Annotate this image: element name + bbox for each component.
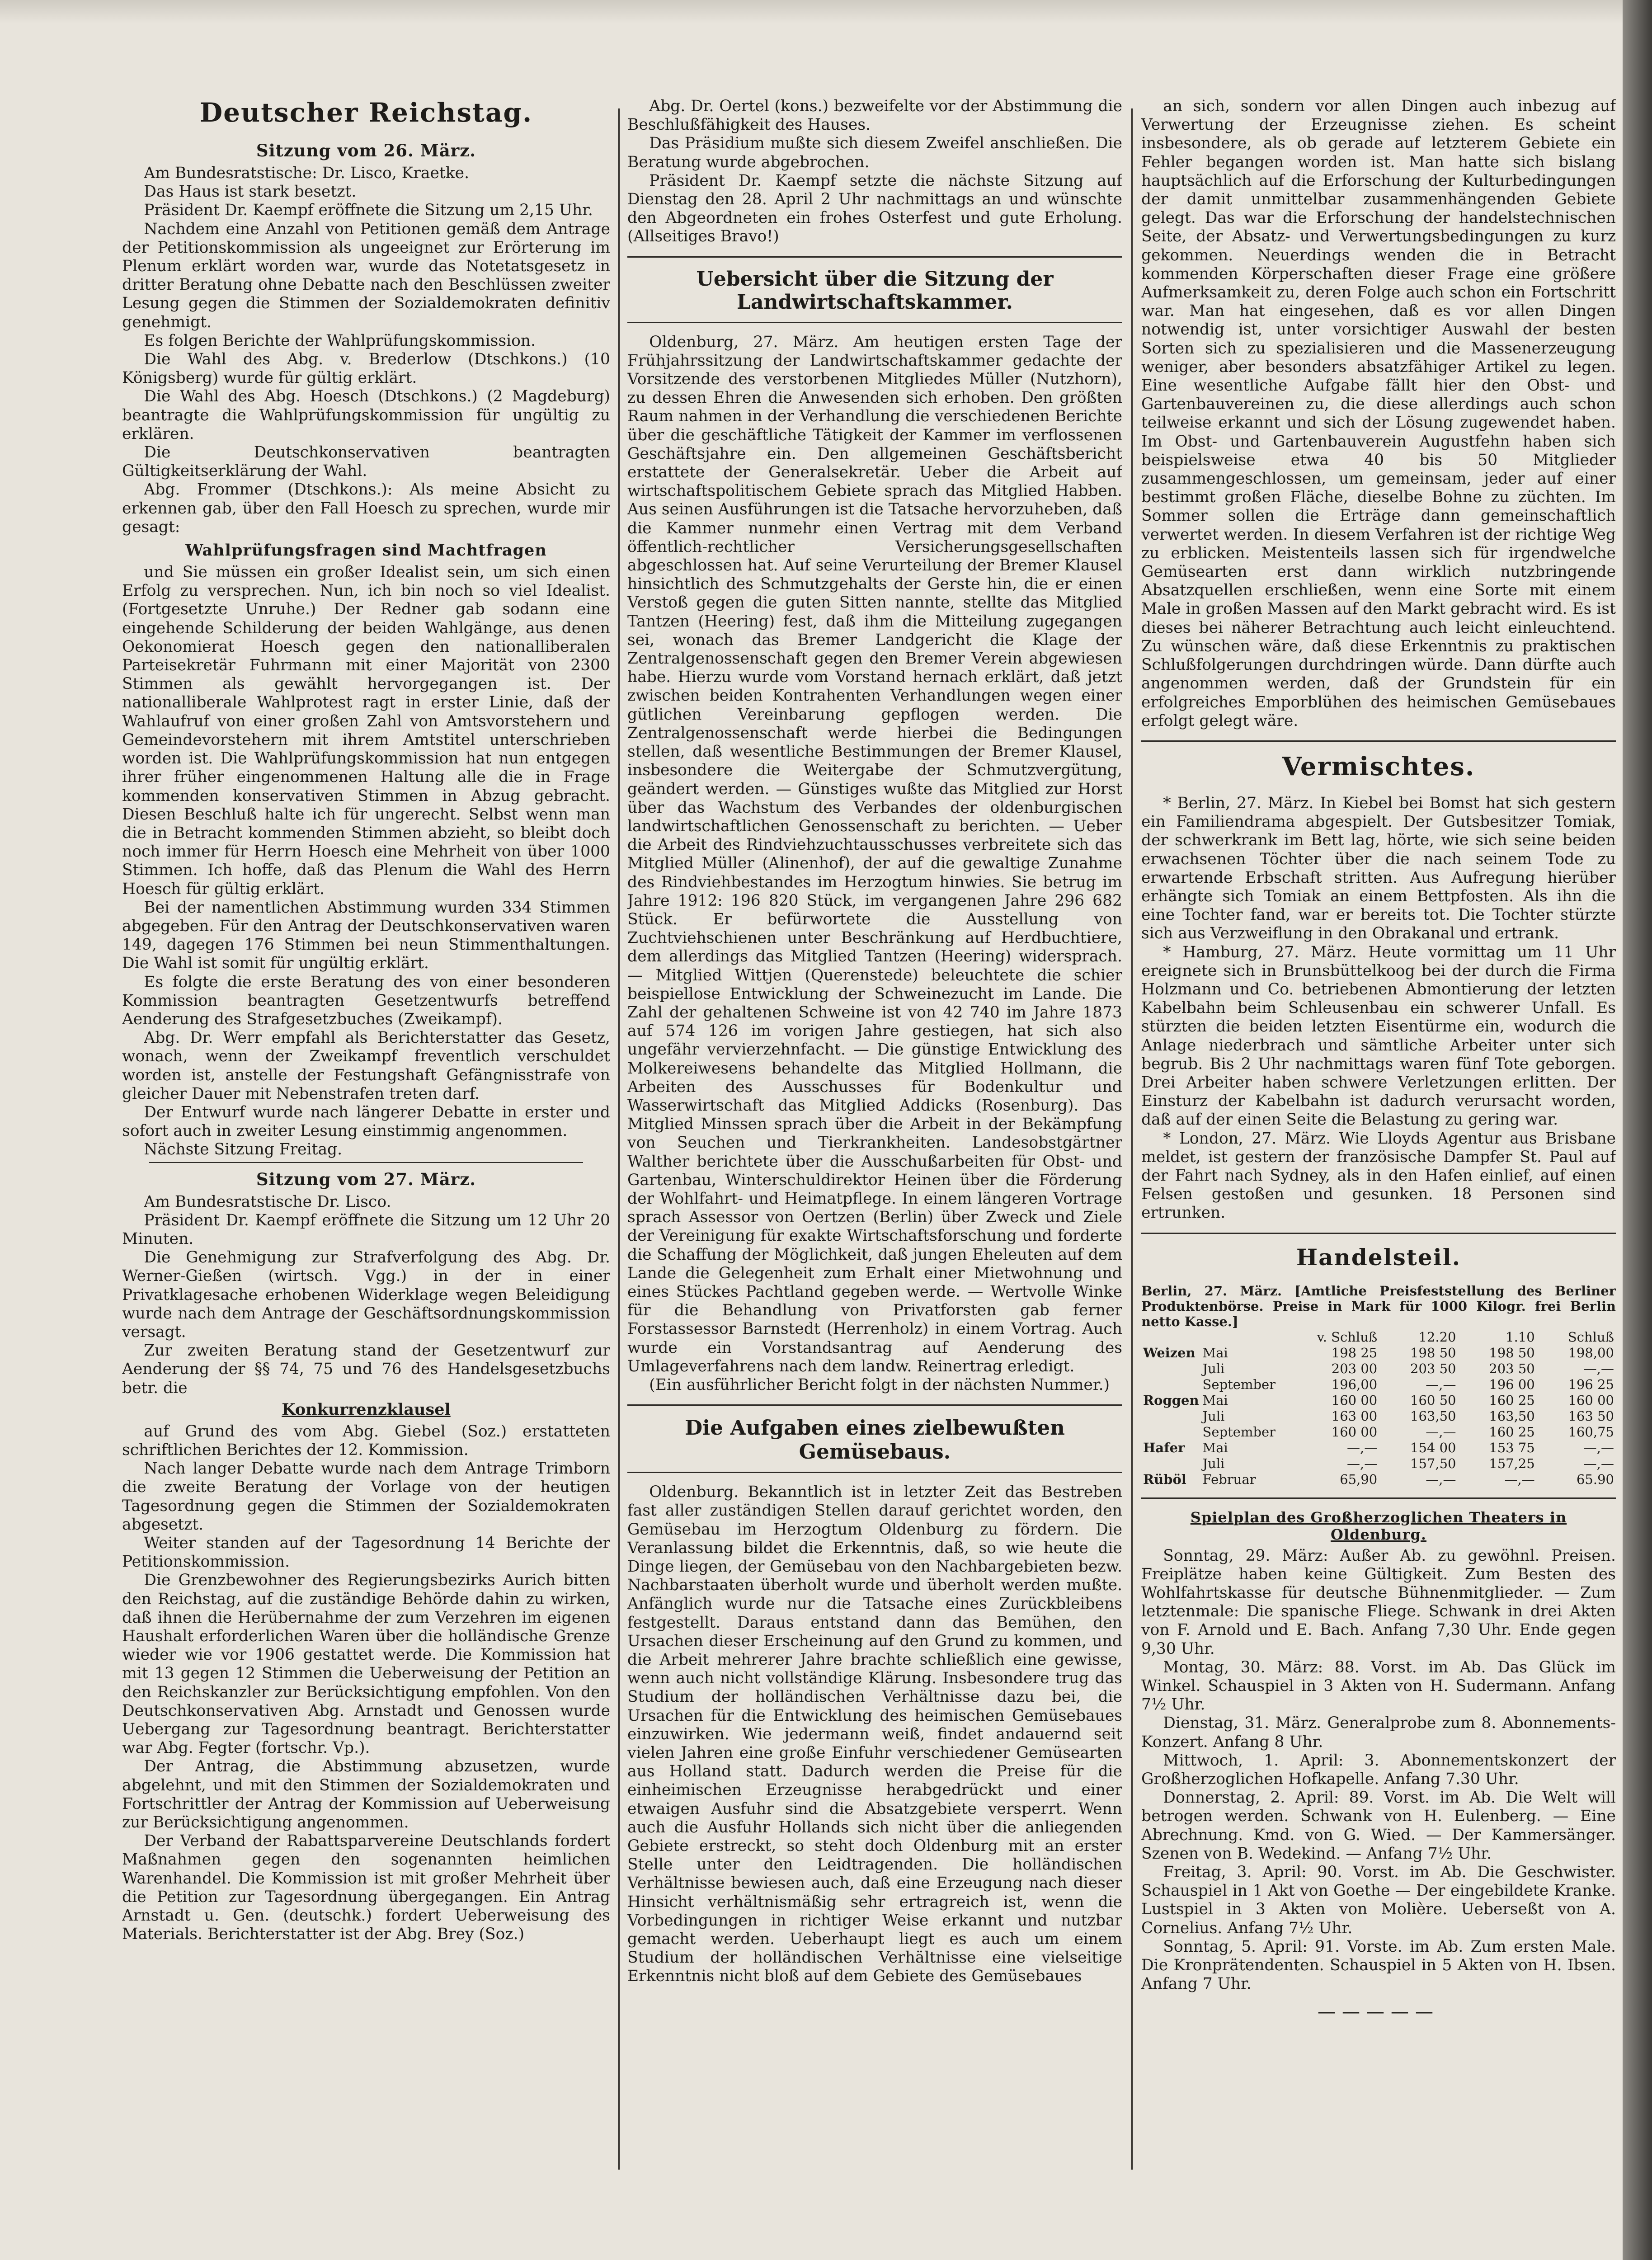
price-cell: 154 00	[1410, 1440, 1456, 1455]
price-cell: 203 00	[1331, 1361, 1378, 1376]
paragraph: Am Bundesratstische: Dr. Lisco, Kraetke.	[144, 164, 470, 182]
paragraph: Nachdem eine Anzahl von Petitionen gemäß dem Antrage der Petitionskommission als ungeeignet zur Erörterung im Plenum erklärt worden war, wurde das Notetatsgesetz in dritter Beratung ohne Debatte nach den Beschlüssen zweiter Lesung gegen die Stimmen der Sozialdemokraten definitiv genehmigt.	[122, 220, 610, 331]
price-cell	[1141, 1361, 1201, 1377]
quote-heading: Wahlprüfungsfragen sind Machtfragen	[185, 541, 547, 560]
section-divider	[1141, 1497, 1616, 1499]
column-rule-2	[1131, 108, 1133, 2170]
price-cell: —,—	[1583, 1455, 1614, 1471]
price-cell: Mai	[1202, 1392, 1228, 1408]
session-27-text	[122, 1193, 610, 1398]
paragraph: Das Haus ist stark besetzt.	[144, 183, 357, 201]
price-cell: 163,50	[1489, 1408, 1535, 1424]
price-cell: Juli	[1202, 1361, 1225, 1376]
paragraph: Oldenburg. Bekanntlich ist in letzter Zeit das Bestreben fast aller zuständigen Stellen darauf gerichtet worden, den Gemüsebau im Herzogtum Oldenburg zu fördern. Die Veranlassung bildet die Erkenntnis, daß, so wie heute die Dinge liegen, der Gemüsebau von den Nachbargebieten bezw. Nachbarstaaten überholt wurde und überholt werden mußte. Anfänglich wurde nur die Tatsache eines Zurückbleibens festgestellt. Daraus entstand dann das Bemühen, den Ursachen dieser Erscheinung auf den Grund zu kommen, und die Arbeit mehrerer Jahre brachte schließlich eine gewisse, wenn auch nicht vollständige Klärung. Insbesondere trug das Studium der holländischen Verhältnisse dazu bei, die Ursachen für die Entwicklung des heimischen Gemüsebaues einzuwirken. Wie jedermann weiß, findet andauernd seit vielen Jahren eine große Einfuhr verschiedener Gemüsearten aus Holland statt. Dadurch werden die Preise für die einheimischen Erzeugnisse herabgedrückt und einer etwaigen Ausfuhr sind die Absatzgebiete versperrt. Wenn auch die Ausfuhr Hollands sich nicht über die anliegenden Gebiete erstreckt, so steht doch Oldenburg mit an erster Stelle unter den Leidtragenden. Die holländischen Verhältnisse bewiesen auch, daß eine Erzeugung nach dieser Hinsicht verhältnismäßig sehr ertragreich ist, wenn die Vorbedingungen in richtiger Weise erkannt und nutzbar gemacht werden. Ueberhaupt liegt es auch um einem Studium der holländischen Verhältnisse eine vielseitige Erkenntnis nicht bloß auf dem Gebiete des Gemüsebaues	[627, 1483, 1122, 1986]
session-26-text	[122, 164, 610, 537]
price-cell: —,—	[1347, 1455, 1378, 1471]
paper-top-edge	[0, 0, 1627, 24]
paragraph: Das Präsidium mußte sich diesem Zweifel anschließen. Die Beratung wurde abgebrochen.	[627, 134, 1122, 171]
price-cell: 65.90	[1576, 1471, 1614, 1487]
price-cell: 153 75	[1489, 1440, 1535, 1455]
price-cell: 198 50	[1410, 1345, 1456, 1361]
grain-price-table	[1141, 1329, 1616, 1488]
table-row	[1141, 1393, 1616, 1408]
price-cell: 198 50	[1489, 1345, 1535, 1361]
price-cell: 196 25	[1568, 1376, 1614, 1392]
price-cell: —,—	[1426, 1424, 1456, 1440]
price-cell: Mai	[1202, 1345, 1228, 1361]
news-item: * Berlin, 27. März. In Kiebel bei Bomst hat sich gestern ein Familiendrama abgespielt. Der Gutsbesitzer Tomiak, der schwerkrank im Bett lag, hörte, wie sich seine beiden erwachsenen Töchter über die nach seinem Tode zu erwartende Erbschaft stritten. Aus Aufregung hierüber erhängte sich Tomiak an einem Bettpfosten. Als ihn die eine Tochter fand, war er bereits tot. Die Tochter stürzte sich aus Verzweiflung in den Obrakanal und ertrank.	[1141, 794, 1616, 943]
paragraph: Präsident Dr. Kaempf setzte die nächste Sitzung auf Dienstag den 28. April 2 Uhr nachmittags an und wünschte den Abgeordneten ein frohes Osterfest und gute Erholung. (Allseitiges Bravo!)	[627, 171, 1122, 246]
gemuesebau-text	[627, 1483, 1122, 1986]
paragraph: Die Deutschkonservativen beantragten Gültigkeitserklärung der Wahl.	[122, 443, 610, 480]
price-cell: 163 00	[1331, 1408, 1378, 1424]
price-header-cell: v. Schluß	[1317, 1329, 1378, 1345]
price-cell: 163,50	[1410, 1408, 1456, 1424]
table-row	[1141, 1456, 1616, 1472]
price-cell: 196 00	[1489, 1376, 1535, 1392]
section-divider	[1141, 740, 1616, 742]
paragraph: Abg. Dr. Oertel (kons.) bezweifelte vor der Abstimmung die Beschlußfähigkeit des Hauses.	[627, 97, 1122, 134]
konkurrenzklausel-heading: Konkurrenzklausel	[282, 1400, 451, 1419]
price-cell	[1141, 1408, 1201, 1424]
session-heading-26: Sitzung vom 26. März.	[256, 141, 476, 160]
price-cell: Februar	[1202, 1471, 1256, 1487]
price-header-cell	[1201, 1329, 1278, 1345]
paragraph: Nach langer Debatte wurde nach dem Antrage Trimborn die zweite Beratung der Vorlage von der heutigen Tagesordnung gegen die Stimmen der Sozialdemokraten abgesetzt.	[122, 1460, 610, 1534]
paragraph: Es folgen Berichte der Wahlprüfungskommission.	[144, 331, 536, 350]
section-divider	[627, 256, 1122, 258]
paragraph: Präsident Dr. Kaempf eröffnete die Sitzung um 2,15 Uhr.	[144, 201, 593, 220]
table-row	[1141, 1472, 1616, 1488]
theater-schedule	[1141, 1547, 1616, 1994]
price-cell: 160 50	[1410, 1392, 1456, 1408]
paragraph: Oldenburg, 27. März. Am heutigen ersten Tage der Frühjahrssitzung der Landwirtschaftskammer gedachte der Vorsitzende des verstorbenen Mitgliedes Müller (Nutzhorn), zu dessen Ehren die Anwesenden sich erhoben. Den größten Raum nahmen in der Verhandlung die verschiedenen Berichte über die geschäftliche Tätigkeit der Kammer im verflossenen Geschäftsjahre ein. Den allgemeinen Geschäftsbericht erstattete der Generalsekretär. Ueber die Arbeit auf wirtschaftspolitischem Gebiete sprach das Mitglied Habben. Aus seinen Ausführungen ist die Tatsache hervorzuheben, daß die Kammer nunmehr einen Vertrag mit dem Verband öffentlich-rechtlicher Versicherungsgesellschaften abgeschlossen hat. Auf seine Verurteilung der Bremer Klausel hinsichtlich des Schmutzgehalts der Gerste hin, die er einen Verstoß gegen die guten Sitten nannte, stellte das Mitglied Tantzen (Heering) fest, daß ihm die Mitteilung zugegangen sei, wonach das Bremer Landgericht die Klage der Zentralgenossenschaft gegen den Bremer Verein abgewiesen habe. Hierzu wurde vom Vorstand hernach erklärt, daß jetzt zwischen beiden Kontrahenten Verhandlungen wegen einer gütlichen Vereinbarung gepflogen werden. Die Zentralgenossenschaft werde hierbei die Bedingungen stellen, daß wesentliche Bestimmungen der Bremer Klausel, insbesondere die Weitergabe der Schmutzvergütung, geändert werden. — Günstiges wußte das Mitglied zur Horst über das Wachstum des Verbandes der oldenburgischen landwirtschaftlichen Genossenschaft zu berichten. — Ueber die Arbeit des Rindviehzuchtausschusses verbreitete sich das Mitglied Müller (Alinenhof), der auf die gewaltige Zunahme des Rindviehbestandes im Herzogtum hinwies. Sie betrug im Jahre 1912: 196 820 Stück, im vergangenen Jahre 296 682 Stück. Er befürwortete die Ausstellung von Zuchtviehschienen unter Beschränkung auf Herdbuchtiere, dem allerdings das Mitglied Tantzen (Heering) widersprach. — Mitglied Wittjen (Querenstede) beleuchtete die schier beispiellose Entwicklung der Schweinezucht im Lande. Die Zahl der gehaltenen Schweine ist von 42 740 im Jahre 1873 auf 574 126 im vorigen Jahre gestiegen, hat sich also ungefähr vervierzehnfacht. — Die günstige Entwicklung des Molkereiwesens behandelte das Mitglied Hollmann, die Arbeiten des Ausschusses für Bodenkultur und Wasserwirtschaft das Mitglied Addicks (Rosenburg). Das Mitglied Minssen sprach über die Arbeit in der Bekämpfung von Seuchen und Tierkrankheiten. Landesobstgärtner Walther berichtete über die Ausschußarbeiten für Obst- und Gartenbau, Winterschuldirektor Heinen über die Förderung der Wohlfahrt- und Heimatpflege. In einem längeren Vortrage sprach Assessor von Oertzen (Berlin) über Zweck und Ziele der Vereinigung für exakte Wirtschaftsforschung und forderte die Schaffung der Möglichkeit, daß jungen Eheleuten auf dem Lande die Gelegenheit zum Erhalt einer Mietwohnung und eines Stückes Pachtland gegeben werde. — Wertvolle Winke für die Behandlung von Privatforsten gab ferner Forstassessor Barnstedt (Herrenholz) in einem Vortrag. Auch wurde ein Vorstandsantrag auf Aenderung des Umlageverfahrens nach dem landw. Reinertrag erledigt.	[627, 333, 1122, 1375]
paragraph: Nächste Sitzung Freitag.	[144, 1140, 343, 1159]
price-cell	[1141, 1424, 1201, 1440]
gemuesebau-title: Die Aufgaben eines zielbewußten Gemüsebaus.	[685, 1416, 1065, 1464]
paragraph: Zur zweiten Beratung stand der Gesetzentwurf zur Aenderung der §§ 74, 75 und 76 des Handelsgesetzbuchs betr. die	[122, 1342, 610, 1397]
price-cell: —,—	[1583, 1361, 1614, 1376]
paragraph: Der Entwurf wurde nach längerer Debatte in erster und sofort auch in zweiter Lesung einstimmig angenommen.	[122, 1103, 610, 1140]
table-row	[1141, 1361, 1616, 1377]
vermischtes-text	[1141, 794, 1616, 1223]
schedule-entry: Mittwoch, 1. April: 3. Abonnementskonzert der Großherzoglichen Hofkapelle. Anfang 7.30 Uhr.	[1141, 1751, 1616, 1789]
session-26-text-continued	[122, 563, 610, 1159]
price-cell	[1141, 1456, 1201, 1472]
price-cell: Roggen	[1143, 1392, 1199, 1408]
column-left	[122, 97, 610, 2222]
paragraph: Die Genehmigung zur Strafverfolgung des Abg. Dr. Werner-Gießen (wirtsch. Vgg.) in der in einer Privatklagesache erhobenen Widerklage wegen Beleidigung wurde nach dem Antrage der Geschäftsordnungskommission versagt.	[122, 1248, 610, 1341]
column-rule-1	[618, 108, 620, 2170]
price-cell: 160 00	[1568, 1392, 1614, 1408]
price-header-cell	[1141, 1329, 1201, 1345]
price-cell: 160 25	[1489, 1424, 1535, 1440]
price-cell	[1141, 1377, 1201, 1393]
paragraph: Der Verband der Rabattsparvereine Deutschlands fordert Maßnahmen gegen den sogenannten heimlichen Warenhandel. Die Kommission ist mit großer Mehrheit über die Petition zur Tagesordnung übergegangen. Ein Antrag Arnstadt u. Gen. (deutschk.) fordert Ueberweisung des Materials. Berichterstatter ist der Abg. Brey (Soz.)	[122, 1832, 610, 1944]
paragraph: und Sie müssen ein großer Idealist sein, um sich einen Erfolg zu versprechen. Nun, ich bin noch so viel Idealist. (Fortgesetzte Unruhe.) Der Redner gab sodann eine eingehende Schilderung der beiden Wahlgänge, aus denen Oekonomierat Hoesch gegen den nationalliberalen Parteisekretär Fuhrmann mit einer Majorität von 2300 Stimmen als gewählt hervorgegangen ist. Der nationalliberale Wahlprotest ragt in erster Linie, daß der Wahlaufruf von einer großen Zahl von Amtsvorstehern und Gemeindevorstehern mit ihrem Amtstitel unterschrieben worden ist. Die Wahlprüfungskommission hat nun entgegen ihrer früher eingenommenen Haltung alle die in Frage kommenden konservativen Stimmen in Abzug gebracht. Diesen Beschluß halte ich für ungerecht. Selbst wenn man die in Betracht kommenden Stimmen abzieht, so bleibt doch noch immer für Herrn Hoesch eine Mehrheit von über 1000 Stimmen. Ich hoffe, daß das Plenum die Wahl des Herrn Hoesch für gültig erklärt.	[122, 563, 610, 898]
price-cell: 157,50	[1410, 1455, 1456, 1471]
price-header-cell: Schluß	[1567, 1329, 1614, 1345]
reichstag-closing-text	[627, 97, 1122, 246]
theater-title: Spielplan des Großherzoglichen Theaters in Oldenburg.	[1190, 1508, 1567, 1543]
landwirtschaftskammer-title: Uebersicht über die Sitzung der Landwirtschaftskammer.	[696, 267, 1054, 314]
price-cell: Rüböl	[1143, 1471, 1186, 1487]
handelsteil-title: Handelsteil.	[1296, 1243, 1461, 1271]
gemuesebau-text-continued	[1141, 97, 1616, 730]
price-cell: 65,90	[1340, 1471, 1378, 1487]
price-cell: Hafer	[1143, 1440, 1185, 1455]
session-heading-27: Sitzung vom 27. März.	[256, 1169, 476, 1189]
schedule-entry: Freitag, 3. April: 90. Vorst. im Ab. Die Geschwister. Schauspiel in 1 Akt von Goethe — Der eingebildete Kranke. Lustspiel in 3 Akten von Molière. Ueberseßt von A. Cornelius. Anfang 7½ Uhr.	[1141, 1863, 1616, 1937]
column-middle	[627, 97, 1122, 2172]
price-cell: 160 00	[1331, 1424, 1378, 1440]
price-header-cell: 12.20	[1418, 1329, 1456, 1345]
landwirtschaftskammer-text	[627, 333, 1122, 1395]
schedule-entry: Sonntag, 5. April: 91. Vorste. im Ab. Zum ersten Male. Die Kronprätendenten. Schauspiel in 5 Akten von H. Ibsen. Anfang 7 Uhr.	[1141, 1937, 1616, 1993]
news-item: * London, 27. März. Wie Lloyds Agentur aus Brisbane meldet, ist gestern der französische Dampfer St. Paul auf der Fahrt nach Sydney, als in den Hafen einlief, auf einen Felsen gestoßen und gesunken. 18 Personen sind ertrunken.	[1141, 1129, 1616, 1222]
title-underline	[627, 322, 1122, 323]
paragraph: Die Wahl des Abg. Hoesch (Dtschkons.) (2 Magdeburg) beantragte die Wahlprüfungskommission für ungültig zu erklären.	[122, 387, 610, 443]
title-underline	[627, 1472, 1122, 1473]
price-cell: —,—	[1426, 1471, 1456, 1487]
session-27-text-continued	[122, 1422, 610, 1944]
paragraph: Präsident Dr. Kaempf eröffnete die Sitzung um 12 Uhr 20 Minuten.	[122, 1211, 610, 1248]
table-row	[1141, 1345, 1616, 1361]
price-cell: 203 50	[1489, 1361, 1535, 1376]
price-cell: Juli	[1202, 1408, 1225, 1424]
price-cell: 157,25	[1489, 1455, 1535, 1471]
schedule-entry: Dienstag, 31. März. Generalprobe zum 8. Abonnements-Konzert. Anfang 8 Uhr.	[1141, 1714, 1616, 1751]
price-table-header	[1141, 1329, 1616, 1345]
reichstag-title: Deutscher Reichstag.	[199, 97, 533, 128]
paragraph: (Ein ausführlicher Bericht folgt in der nächsten Nummer.)	[649, 1376, 1110, 1394]
paragraph: Weiter standen auf der Tagesordnung 14 Berichte der Petitionskommission.	[122, 1534, 610, 1571]
paragraph: an sich, sondern vor allen Dingen auch inbezug auf Verwertung der Erzeugnisse ziehen. Es scheint insbesondere, als ob gerade auf letzterem Gebiete ein Fehler begangen worden ist. Man hatte sich bislang hauptsächlich auf die Erforschung der Kulturbedingungen der damit unmittelbar zusammenhängenden Gebiete gelegt. Das war die Erforschung der handelstechnischen Seite, der Absatz- und Verwertungsbedingungen zu kurz gekommen. Neuerdings wenden die in Betracht kommenden Körperschaften dieser Frage eine größere Aufmerksamkeit zu, deren Folge auch schon ein Fortschritt war. Man hat eingesehen, daß es vor allen Dingen notwendig ist, unter vorsichtiger Auswahl der besten Sorten sich zu spezialisieren und die Massenerzeugung weniger, aber besonders absatzfähiger Artikel zu legen. Eine wesentliche Aufgabe fällt hier den Obst- und Gartenbauvereinen zu, die diese allerdings auch schon teilweise erkannt und sich der Lösung zugewendet haben. Im Obst- und Gartenbauverein Augustfehn haben sich beispielsweise etwa 40 bis 50 Mitglieder zusammengeschlossen, um gemeinsam, jeder auf einer bestimmt großen Fläche, dieselbe Bohne zu züchten. Im Sommer sollen die Erträge dann gemeinschaftlich verwertet werden. In diesem Verfahren ist der richtige Weg zu erblicken. Meistenteils lassen sich für irgendwelche Gemüsearten erst dann wirklich nutzbringende Absatzquellen erschließen, wenn eine Sorte mit einem Male in großen Massen auf den Markt gebracht wird. Es ist dieses bei näherer Betrachtung auch leicht einleuchtend. Zu wünschen wäre, daß diese Erkenntnis zu praktischen Schlußfolgerungen durchdringen würde. Dann dürfte auch angenommen werden, daß der Grundstein für ein erfolgreiches Emporblühen des heimischen Gemüsebaues erfolgt gelegt wäre.	[1141, 97, 1616, 730]
price-cell: 198 25	[1331, 1345, 1378, 1361]
price-cell: 160,75	[1568, 1424, 1614, 1440]
column-right	[1141, 97, 1616, 2077]
paragraph: Abg. Frommer (Dtschkons.): Als meine Absicht zu erkennen gab, über den Fall Hoesch zu sprechen, wurde mir gesagt:	[122, 480, 610, 536]
table-row	[1141, 1440, 1616, 1456]
closing-ornament: —————	[1318, 2001, 1440, 2023]
price-header-cell: 1.10	[1506, 1329, 1535, 1345]
price-cell: —,—	[1583, 1440, 1614, 1455]
paragraph: Am Bundesratstische Dr. Lisco.	[144, 1192, 391, 1211]
price-cell: —,—	[1504, 1471, 1535, 1487]
schedule-entry: Sonntag, 29. März: Außer Ab. zu gewöhnl. Preisen. Freiplätze haben keine Gültigkeit. Zum Besten des Wohlfahrtskasse für deutsche Bühnenmitglieder. — Zum letztenmale: Die spanische Fliege. Schwank in drei Akten von F. Arnold und E. Bach. Anfang 7,30 Uhr. Ende gegen 9,30 Uhr.	[1141, 1546, 1616, 1658]
price-cell: Juli	[1202, 1455, 1225, 1471]
table-row	[1141, 1377, 1616, 1393]
price-cell: 196,00	[1331, 1376, 1378, 1392]
paragraph: Der Antrag, die Abstimmung abzusetzen, wurde abgelehnt, und mit den Stimmen der Sozialdemokraten und Fortschrittler der Antrag der Kommission auf Ueberweisung zur Berücksichtigung angenommen.	[122, 1757, 610, 1832]
divider	[149, 1162, 583, 1163]
news-item: * Hamburg, 27. März. Heute vormittag um 11 Uhr ereignete sich in Brunsbüttelkoog bei der durch die Firma Holzmann und Co. betriebenen Abmontierung der letzten Kabelbahn beim Schleusenbau ein schwerer Unfall. Es stürzten die beiden letzten Eisentürme ein, wodurch die Anlage niederbrach und sämtliche Arbeiter unter sich begrub. Bis 2 Uhr nachmittags waren fünf Tote geborgen. Drei Arbeiter haben schwere Verletzungen erlitten. Der Einsturz der Kabelbahn ist dadurch verursacht worden, daß auf der einen Seite die Belastung zu gering war.	[1141, 943, 1616, 1129]
price-cell: September	[1202, 1376, 1276, 1392]
price-cell: 198,00	[1568, 1345, 1614, 1361]
section-divider	[1141, 1233, 1616, 1234]
price-cell: 203 50	[1410, 1361, 1456, 1376]
price-cell: Mai	[1202, 1440, 1228, 1455]
table-row	[1141, 1424, 1616, 1440]
table-row	[1141, 1408, 1616, 1424]
paragraph: auf Grund des vom Abg. Giebel (Soz.) erstatteten schriftlichen Berichtes der 12. Kommission.	[122, 1422, 610, 1459]
book-spine-shadow	[1623, 0, 1652, 2260]
price-cell: —,—	[1347, 1440, 1378, 1455]
price-cell: 160 25	[1489, 1392, 1535, 1408]
price-cell: Weizen	[1143, 1345, 1195, 1361]
section-divider	[627, 1404, 1122, 1406]
paragraph: Die Grenzbewohner des Regierungsbezirks Aurich bitten den Reichstag, auf die zuständige Behörde dahin zu wirken, daß ihnen die Herübernahme der zum Verzehren im eigenen Haushalt erforderlichen Waren über die holländische Grenze wieder wie vor 1906 gestattet werde. Die Kommission hat mit 13 gegen 12 Stimmen die Ueberweisung der Petition an den Reichskanzler zur Berücksichtigung empfohlen. Von den Deutschkonservativen Abg. Arnstadt und Genossen wurde Uebergang zur Tagesordnung beantragt. Berichterstatter war Abg. Fegter (fortschr. Vp.).	[122, 1571, 610, 1757]
price-cell: —,—	[1426, 1376, 1456, 1392]
paragraph: Es folgte die erste Beratung des von einer besonderen Kommission beantragten Gesetzentwurfs betreffend Aenderung des Strafgesetzbuches (Zweikampf).	[122, 973, 610, 1028]
price-cell: 163 50	[1568, 1408, 1614, 1424]
schedule-entry: Montag, 30. März: 88. Vorst. im Ab. Das Glück im Winkel. Schauspiel in 3 Akten von H. Sudermann. Anfang 7½ Uhr.	[1141, 1658, 1616, 1714]
market-intro: Berlin, 27. März. [Amtliche Preisfeststellung des Berliner Produktenbörse. Preise in Mark für 1000 Kilogr. frei Berlin netto Kasse.]	[1141, 1283, 1616, 1329]
paragraph: Die Wahl des Abg. v. Brederlow (Dtschkons.) (10 Königsberg) wurde für gültig erklärt.	[122, 350, 610, 387]
schedule-entry: Donnerstag, 2. April: 89. Vorst. im Ab. Die Welt will betrogen werden. Schwank von H. Eulenberg. — Eine Abrechnung. Kmd. von G. Wied. — Der Kammersänger. Szenen von B. Wedekind. — Anfang 7½ Uhr.	[1141, 1789, 1616, 1863]
paragraph: Bei der namentlichen Abstimmung wurden 334 Stimmen abgegeben. Für den Antrag der Deutschkonservativen waren 149, dagegen 176 Stimmen bei neun Stimmenthaltungen. Die Wahl ist somit für ungültig erklärt.	[122, 898, 610, 973]
paragraph: Abg. Dr. Werr empfahl als Berichterstatter das Gesetz, wonach, wenn der Zweikampf freventlich verschuldet worden ist, anstelle der Festungshaft Gefängnisstrafe von gleicher Dauer mit Nebenstrafen treten darf.	[122, 1029, 610, 1103]
vermischtes-title: Vermischtes.	[1282, 751, 1475, 782]
price-cell: 160 00	[1331, 1392, 1378, 1408]
price-cell: September	[1202, 1424, 1276, 1440]
